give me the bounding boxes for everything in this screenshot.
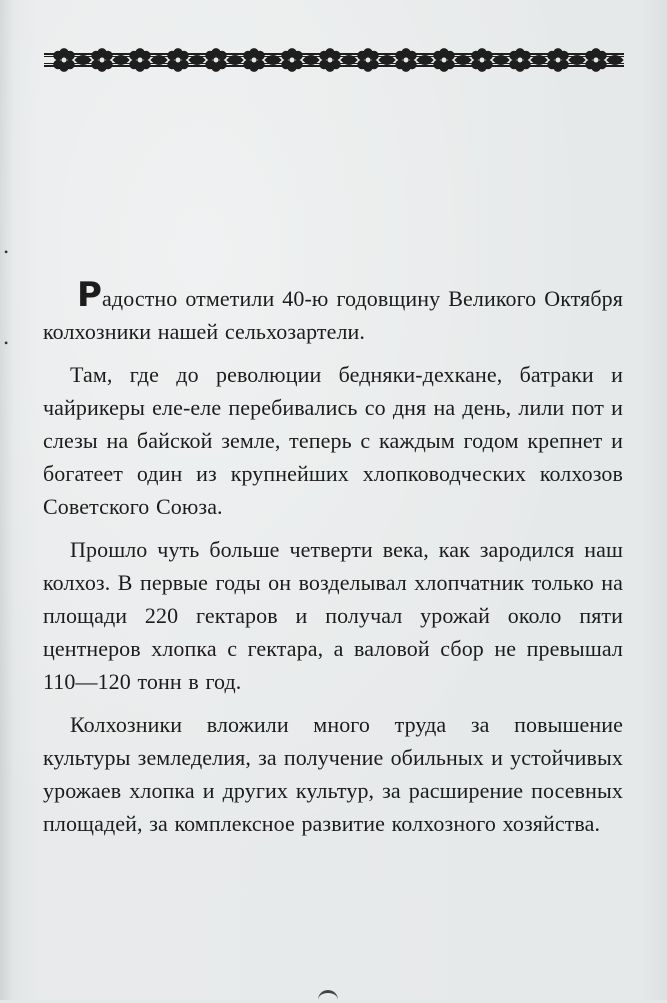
ornament-flower-motif (282, 49, 319, 72)
paragraph-3 (43, 533, 623, 698)
paragraph-text: адостно отметили 40-ю годовщину Великого Октября колхозники нашей сельхозартели. (43, 286, 623, 344)
ornament-flower-motif (320, 49, 357, 72)
ornament-flower-motif (206, 49, 243, 72)
article-body (43, 275, 623, 850)
ornament-flower-motif (586, 49, 623, 72)
ornament-flower-motif (434, 49, 471, 72)
paragraph-4 (43, 708, 623, 840)
paragraph-1 (43, 275, 623, 348)
page-number-fragment (318, 990, 338, 1003)
ornament-flower-motif (472, 49, 509, 72)
ornament-flower-motif (396, 49, 433, 72)
ornament-flower-motif (168, 49, 205, 72)
ornament-flower-motif (358, 49, 395, 72)
gutter-speck: • (4, 245, 9, 259)
paragraph-text: Там, где до революции бедняки-дехкане, батраки и чайрикеры еле-еле перебивались со дня на день, лили пот и слезы на байской земле, теперь с каждым годом крепнет и богатеет один из крупнейших хлопководческих колхозов Советского Союза. (43, 362, 623, 519)
ornament-flower-motif (244, 49, 281, 72)
floral-border-ornament-icon (42, 40, 626, 80)
ornament-flower-motif (130, 49, 167, 72)
ornament-flower-motif (510, 49, 547, 72)
paragraph-2 (43, 358, 623, 523)
ornament-flower-motif (548, 49, 585, 72)
paragraph-text: Колхозники вложили много труда за повышение культуры земледелия, за получение обильных и устойчивых урожаев хлопка и других культур, за расширение посевных площадей, за комплексное развитие колхозного хозяйства. (43, 712, 623, 836)
paragraph-text: Прошло чуть больше четверти века, как зародился наш колхоз. В первые годы он возделывал хлопчатник только на площади 220 гектаров и получал урожай около пяти центнеров хлопка с гектара, а валовой сбор не превышал 110—120 тонн в год. (43, 537, 623, 694)
ornament-flower-motif (54, 49, 91, 72)
drop-cap-letter: Р (77, 275, 103, 315)
ornament-flower-motif (92, 49, 129, 72)
gutter-speck: • (4, 336, 9, 350)
